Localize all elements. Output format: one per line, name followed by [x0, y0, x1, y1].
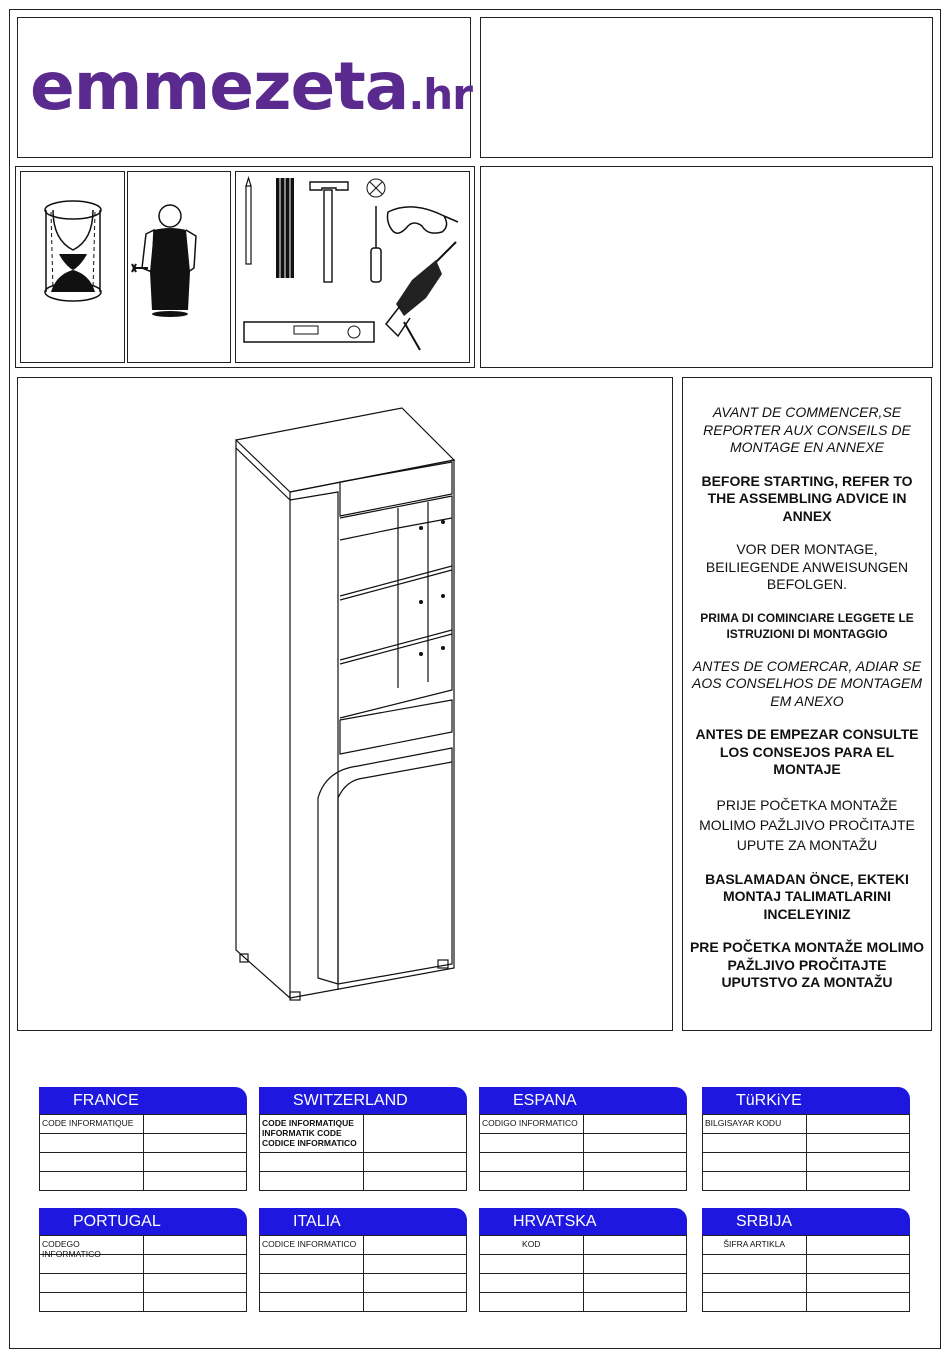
brand-logo: [30, 48, 472, 125]
code-cell[interactable]: [584, 1153, 687, 1171]
code-label: CODIGO INFORMATICO: [480, 1115, 584, 1133]
code-cell[interactable]: [584, 1134, 687, 1152]
code-table: [39, 1208, 247, 1312]
code-cell[interactable]: [703, 1153, 807, 1171]
code-label: BILGISAYAR KODU: [703, 1115, 807, 1133]
code-label: KOD: [480, 1236, 584, 1254]
code-value-cell[interactable]: [364, 1115, 467, 1152]
code-grid: [259, 1235, 467, 1312]
advice-serbian: PRE POČETKA MONTAŽE MOLIMO PAŽLJIVO PROČITAJTE UPUTSTVO ZA MONTAŽU: [689, 939, 925, 990]
code-label: CODEGO INFORMATICO: [40, 1236, 144, 1254]
code-cell[interactable]: [703, 1172, 807, 1190]
table-row: [260, 1273, 466, 1292]
code-value-cell[interactable]: [144, 1236, 247, 1254]
code-cell[interactable]: [40, 1153, 144, 1171]
country-tab: ITALIA: [259, 1208, 467, 1235]
table-row: [260, 1292, 466, 1311]
worker-panel: [127, 171, 231, 363]
country-tab: HRVATSKA: [479, 1208, 687, 1235]
code-cell[interactable]: [40, 1274, 144, 1292]
advice-spanish: ANTES DE EMPEZAR CONSULTE LOS CONSEJOS PARA EL MONTAJE: [695, 726, 919, 777]
table-row: [480, 1114, 686, 1133]
country-tab: SRBIJA: [702, 1208, 910, 1235]
code-cell[interactable]: [807, 1172, 910, 1190]
table-row: [703, 1273, 909, 1292]
code-table: [479, 1208, 687, 1312]
table-row: [480, 1273, 686, 1292]
code-label: CODE INFORMATIQUE: [40, 1115, 144, 1133]
code-grid: [702, 1114, 910, 1191]
code-cell[interactable]: [260, 1255, 364, 1273]
table-row: [703, 1171, 909, 1190]
table-row: [260, 1171, 466, 1190]
code-value-cell[interactable]: [144, 1115, 247, 1133]
code-cell[interactable]: [480, 1293, 584, 1311]
table-row: [260, 1114, 466, 1152]
country-tab: PORTUGAL: [39, 1208, 247, 1235]
cabinet-illustration: [18, 378, 672, 1030]
advice-french: AVANT DE COMMENCER,SE REPORTER AUX CONSEILS DE MONTAGE EN ANNEXE: [703, 404, 911, 455]
advice-turkish: BASLAMADAN ÖNCE, EKTEKI MONTAJ TALIMATLARINI INCELEYINIZ: [705, 870, 909, 922]
code-label: CODE INFORMATIQUE INFORMATIK CODE CODICE INFORMATICO: [260, 1115, 364, 1152]
spirit-level-icon: [244, 322, 374, 342]
table-row: [703, 1114, 909, 1133]
table-row: [480, 1235, 686, 1254]
country-tab: TüRKiYE: [702, 1087, 910, 1114]
tools-illustration: [236, 172, 469, 362]
code-label: CODICE INFORMATICO: [260, 1236, 364, 1254]
table-row: [40, 1133, 246, 1152]
code-cell[interactable]: [144, 1172, 247, 1190]
table-row: [480, 1171, 686, 1190]
advice-portuguese: ANTES DE COMERCAR, ADIAR SE AOS CONSELHOS DE MONTAGEM EM ANEXO: [692, 657, 922, 709]
table-row: [40, 1152, 246, 1171]
code-table: [479, 1087, 687, 1191]
table-row: [480, 1133, 686, 1152]
table-row: [703, 1235, 909, 1254]
country-tab: ESPANA: [479, 1087, 687, 1114]
code-cell[interactable]: [703, 1293, 807, 1311]
hammer-icon: [310, 182, 348, 282]
hourglass-icon: [21, 172, 124, 362]
code-cell[interactable]: [40, 1293, 144, 1311]
code-table: [259, 1208, 467, 1312]
table-row: [40, 1114, 246, 1133]
advice-german: VOR DER MONTAGE, BEILIEGENDE ANWEISUNGEN BEFOLGEN.: [705, 541, 909, 592]
code-cell[interactable]: [807, 1255, 910, 1273]
tools-panel: [235, 171, 470, 363]
brand-logo-main: emmezeta: [30, 48, 409, 125]
code-cell[interactable]: [480, 1153, 584, 1171]
table-row: [40, 1273, 246, 1292]
advice-croatian: PRIJE POČETKA MONTAŽE MOLIMO PAŽLJIVO PROČITAJTE UPUTE ZA MONTAŽU: [699, 796, 915, 853]
code-cell[interactable]: [703, 1134, 807, 1152]
code-cell[interactable]: [40, 1134, 144, 1152]
code-value-cell[interactable]: [807, 1236, 910, 1254]
code-cell[interactable]: [144, 1255, 247, 1273]
code-value-cell[interactable]: [364, 1236, 467, 1254]
table-row: [480, 1292, 686, 1311]
folding-ruler-icon: [276, 178, 294, 278]
two-person-panel: [20, 171, 125, 363]
table-row: [40, 1292, 246, 1311]
code-cell[interactable]: [480, 1255, 584, 1273]
code-cell[interactable]: [584, 1293, 687, 1311]
code-cell[interactable]: [703, 1255, 807, 1273]
code-table: [702, 1208, 910, 1312]
code-table: [702, 1087, 910, 1191]
table-row: [40, 1254, 246, 1273]
code-label: ŠIFRA ARTIKLA: [703, 1236, 807, 1254]
code-cell[interactable]: [807, 1153, 910, 1171]
code-cell[interactable]: [364, 1255, 467, 1273]
code-cell[interactable]: [703, 1274, 807, 1292]
code-cell[interactable]: [260, 1153, 364, 1171]
requirements-panel: [15, 166, 475, 368]
code-grid: [39, 1114, 247, 1191]
table-row: [480, 1152, 686, 1171]
crossed-screwdriver-icon: [367, 179, 385, 197]
blank-panel-top: [480, 17, 933, 158]
code-grid: [702, 1235, 910, 1312]
code-grid: [39, 1235, 247, 1312]
code-grid: [479, 1235, 687, 1312]
code-cell[interactable]: [807, 1134, 910, 1152]
code-value-cell[interactable]: [807, 1115, 910, 1133]
assembly-advice-panel: [682, 377, 932, 1031]
table-row: [480, 1254, 686, 1273]
advice-english: BEFORE STARTING, REFER TO THE ASSEMBLING ADVICE IN ANNEX: [701, 472, 913, 524]
table-row: [40, 1171, 246, 1190]
table-row: [703, 1152, 909, 1171]
code-cell[interactable]: [480, 1172, 584, 1190]
safety-glasses-icon: [388, 207, 459, 233]
code-table: [259, 1087, 467, 1191]
code-cell[interactable]: [364, 1293, 467, 1311]
code-value-cell[interactable]: [584, 1115, 687, 1133]
code-cell[interactable]: [260, 1274, 364, 1292]
pencil-icon: [246, 178, 251, 264]
code-cell[interactable]: [144, 1293, 247, 1311]
code-cell[interactable]: [584, 1255, 687, 1273]
code-cell[interactable]: [144, 1134, 247, 1152]
table-row: [260, 1152, 466, 1171]
code-cell[interactable]: [364, 1153, 467, 1171]
table-row: [703, 1254, 909, 1273]
code-grid: [259, 1114, 467, 1191]
table-row: [260, 1254, 466, 1273]
code-cell[interactable]: [807, 1274, 910, 1292]
code-cell[interactable]: [260, 1172, 364, 1190]
code-cell[interactable]: [364, 1274, 467, 1292]
screwdriver-icon: [371, 206, 381, 282]
code-cell[interactable]: [144, 1274, 247, 1292]
country-tab: SWITZERLAND: [259, 1087, 467, 1114]
code-cell[interactable]: [40, 1172, 144, 1190]
code-value-cell[interactable]: [584, 1236, 687, 1254]
code-cell[interactable]: [40, 1255, 144, 1273]
code-cell[interactable]: [364, 1172, 467, 1190]
code-cell[interactable]: [144, 1153, 247, 1171]
code-cell[interactable]: [584, 1172, 687, 1190]
table-row: [260, 1235, 466, 1254]
logo-box: [17, 17, 471, 158]
country-tab: FRANCE: [39, 1087, 247, 1114]
code-grid: [479, 1114, 687, 1191]
table-row: [703, 1292, 909, 1311]
code-cell[interactable]: [807, 1293, 910, 1311]
drill-icon: [386, 242, 456, 350]
table-row: [703, 1133, 909, 1152]
table-row: [40, 1235, 246, 1259]
code-cell[interactable]: [480, 1274, 584, 1292]
advice-italian: PRIMA DI COMINCIARE LEGGETE LE ISTRUZIONI DI MONTAGGIO: [700, 610, 914, 641]
code-cell[interactable]: [260, 1293, 364, 1311]
code-table: [39, 1087, 247, 1191]
code-cell[interactable]: [480, 1134, 584, 1152]
product-drawing-panel: [17, 377, 673, 1031]
blank-panel-middle: [480, 166, 933, 368]
brand-logo-tld: .hr: [408, 70, 472, 119]
worker-icon: [128, 172, 230, 362]
code-cell[interactable]: [584, 1274, 687, 1292]
